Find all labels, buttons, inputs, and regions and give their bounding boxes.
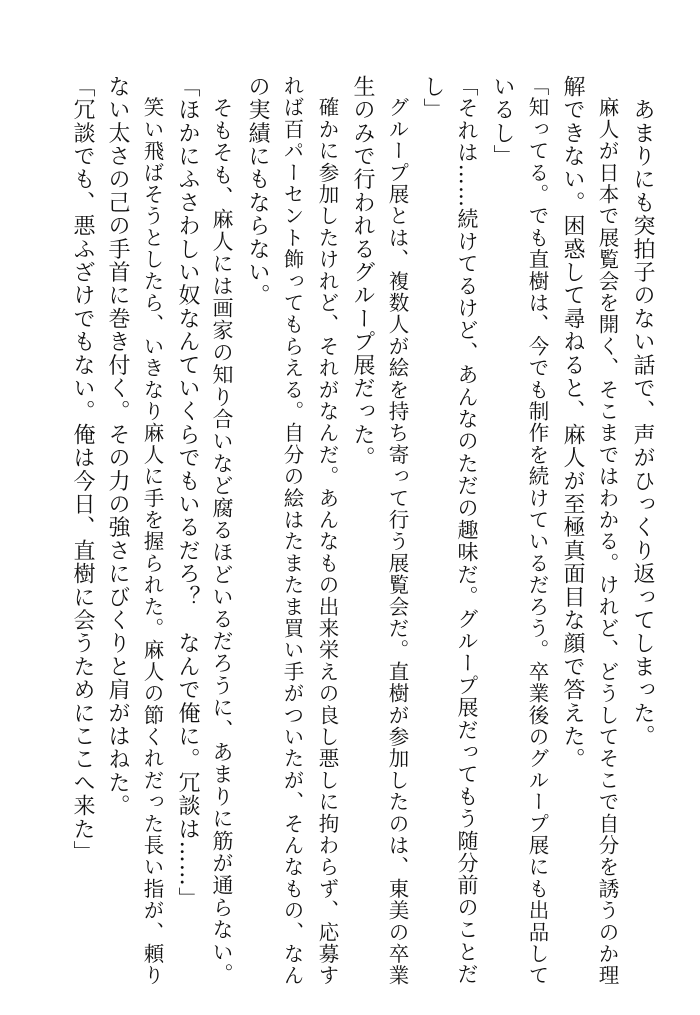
text-line: いるし」 bbox=[490, 75, 515, 168]
text-line: 「冗談でも、悪ふざけでもない。俺は今日、直樹に会うためにここへ来た」 bbox=[70, 75, 95, 864]
text-line: 麻人が日本で展覧会を開く、そこまではわかる。けれど、どうしてそこで自分を誘うのか理 bbox=[595, 75, 619, 987]
text-line: し」 bbox=[420, 75, 445, 122]
text-line: 確かに参加したけれど、それがなんだ。あんなもの出来栄えの良し悪しに拘わらず、応募す bbox=[315, 75, 339, 987]
text-line: グループ展とは、複数人が絵を持ち寄って行う展覧会だ。直樹が参加したのは、東美の卒業 bbox=[385, 75, 409, 987]
text-line: の実績にもならない。 bbox=[245, 75, 270, 307]
text-line: 生のみで行われるグループ展だった。 bbox=[350, 75, 375, 470]
text-line: 「知ってる。でも直樹は、今でも制作を続けているだろう。卒業後のグループ展にも出品して bbox=[525, 75, 549, 987]
text-line: れば百パーセント飾ってもらえる。自分の絵はたまたま買い手がついたが、そんなもの、なん bbox=[280, 75, 304, 987]
text-line: 解できない。困惑して尋ねると、麻人が至極真面目な顔で答えた。 bbox=[560, 75, 585, 771]
text-line: 笑い飛ばそうとしたら、いきなり麻人に手を握られた。麻人の節くれだった長い指が、頼り bbox=[140, 75, 164, 987]
text-line: 「それは……続けてるけど、あんなのただの趣味だ。グループ展だってもう随分前のことだ bbox=[455, 75, 479, 986]
text-line: そもそも、麻人には画家の知り合いなど腐るほどいるだろうに、あまりに筋が通らない。 bbox=[210, 75, 234, 986]
text-line: あまりにも突拍子のない話で、声がひっくり返ってしまった。 bbox=[630, 75, 655, 748]
text-line: 「ほかにふさわしい奴なんていくらでもいるだろ？ なんで俺に。冗談は……」 bbox=[175, 75, 200, 911]
text-line: ない太さの己の手首に巻き付く。その力の強さにびくりと肩がはねた。 bbox=[105, 75, 130, 818]
